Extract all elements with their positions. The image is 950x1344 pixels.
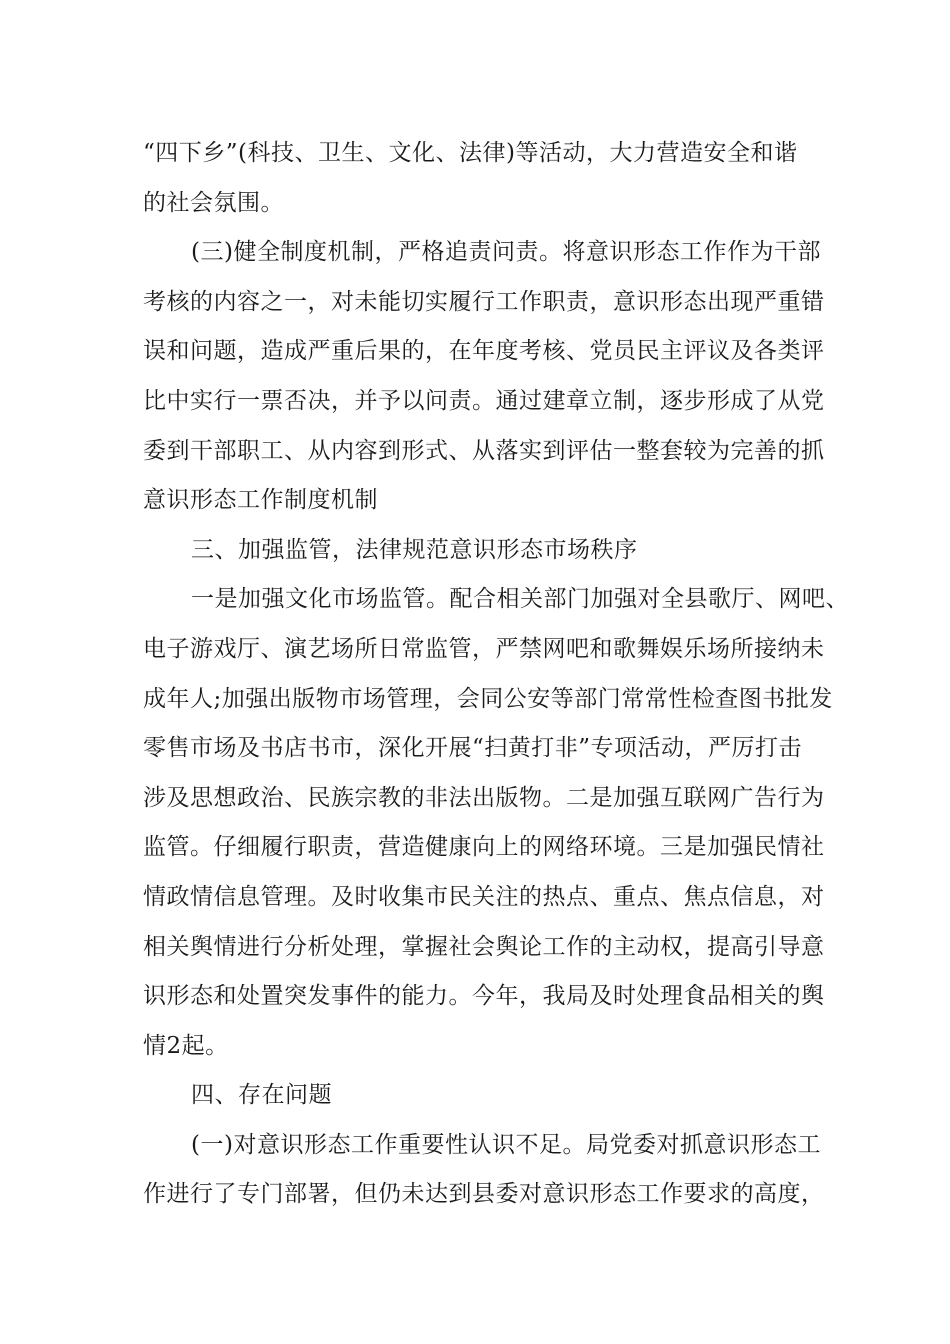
text-line: “四下乡”(科技、卫生、文化、法律)等活动，大力营造安全和谐 [143,140,798,166]
text-line: 电子游戏厅、演艺场所日常监管，严禁网吧和歌舞娱乐场所接纳未 [143,635,825,662]
text-line: 意识形态工作制度机制 [143,487,378,514]
text-line: 成年人;加强出版物市场管理，会同公安等部门常常性检查图书批发 [143,685,833,712]
text-line: 监管。仔细履行职责，营造健康向上的网络环境。三是加强民情社 [143,834,825,861]
text-line: 比中实行一票否决，并予以问责。通过建章立制，逐步形成了从党 [143,387,825,414]
paragraph-start-line: (一)对意识形态工作重要性认识不足。局党委对抓意识形态工 [191,1131,821,1158]
text-line: 误和问题，造成严重后果的，在年度考核、党员民主评议及各类评 [143,338,825,365]
text-line: 情政情信息管理。及时收集市民关注的热点、重点、焦点信息，对 [143,883,825,910]
paragraph-start-line: (三)健全制度机制，严格追责问责。将意识形态工作作为干部 [191,239,821,266]
section-heading: 四、存在问题 [191,1082,332,1109]
text-line: 的社会氛围。 [143,189,284,216]
text-line: 识形态和处置突发事件的能力。今年，我局及时处理食品相关的舆 [143,983,825,1010]
text-line: 委到干部职工、从内容到形式、从落实到评估一整套较为完善的抓 [143,437,825,464]
text-line: 相关舆情进行分析处理，掌握社会舆论工作的主动权，提高引导意 [143,933,825,960]
text-line: 零售市场及书店书市，深化开展“扫黄打非”专项活动，严厉打击 [143,735,803,762]
section-heading: 三、加强监管，法律规范意识形态市场秩序 [191,536,638,563]
text-line: 作进行了专门部署，但仍未达到县委对意识形态工作要求的高度， [143,1181,825,1208]
text-line: 考核的内容之一，对未能切实履行工作职责，意识形态出现严重错 [143,288,825,315]
text-line: 情2起。 [143,1032,229,1059]
paragraph-start-line: 一是加强文化市场监管。配合相关部门加强对全县歌厅、网吧、 [191,586,849,613]
text-line: 涉及思想政治、民族宗教的非法出版物。二是加强互联网广告行为 [143,784,825,811]
document-body [143,129,849,1220]
